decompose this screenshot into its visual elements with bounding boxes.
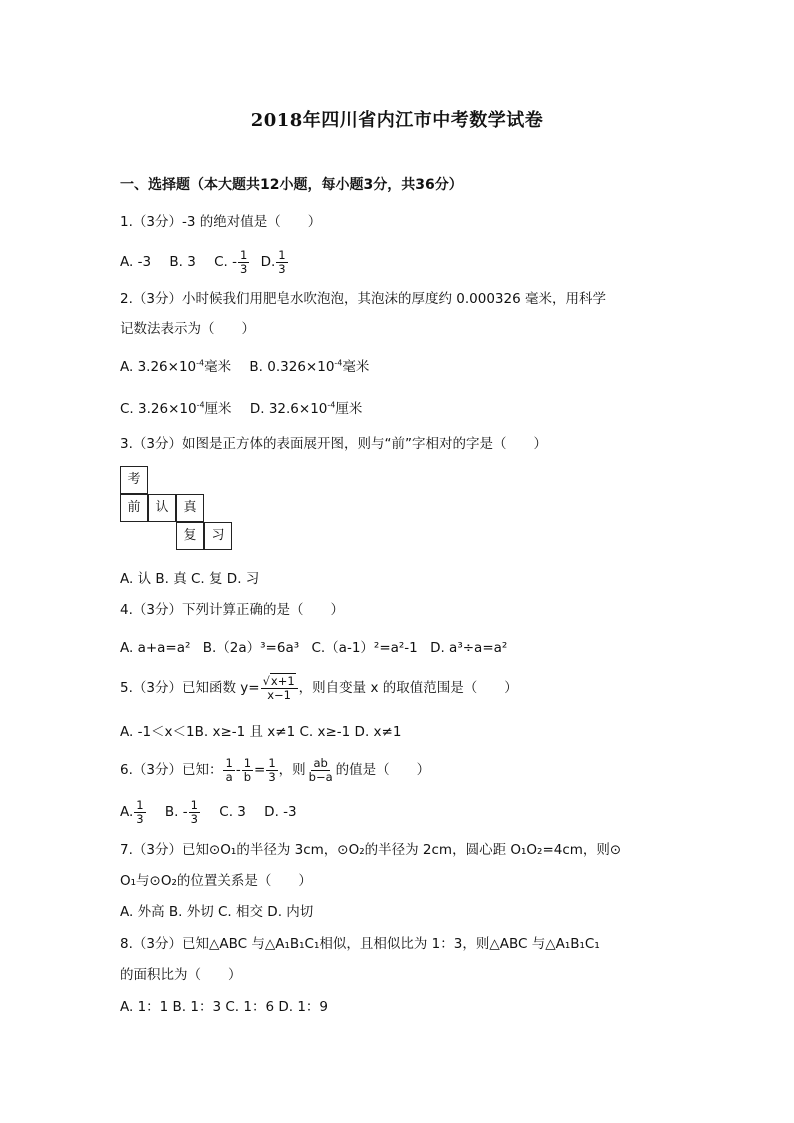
q2-option-c-exponent: -4 — [196, 400, 205, 410]
fraction-denominator: x−1 — [267, 687, 291, 702]
fraction-denominator: 3 — [190, 811, 198, 826]
fraction-denominator: 3 — [136, 811, 144, 826]
q7-stem-line1: 7.（3分）已知⊙O₁的半径为 3cm，⊙O₂的半径为 2cm，圆心距 O₁O₂=4cm，则⊙ — [120, 842, 622, 858]
q7-stem-line2: O₁与⊙O₂的位置关系是（ ） — [120, 873, 312, 889]
q6-fraction-1-over-b — [242, 757, 253, 784]
q2-option-a-unit: 毫米 — [204, 359, 232, 375]
q2-options-row1 — [120, 357, 383, 377]
fraction-numerator: 1 — [136, 797, 144, 812]
q6-option-a-fraction — [134, 799, 145, 826]
q2-options-row2 — [120, 399, 376, 419]
q6-option-c: C. 3 — [219, 804, 246, 820]
q2-option-b-exponent: -4 — [334, 358, 343, 368]
q1-option-d-fraction — [276, 249, 287, 276]
q6-fraction-1-over-3 — [266, 757, 277, 784]
q2-option-a-exponent: -4 — [196, 358, 205, 368]
q6-option-b-label: B. - — [164, 804, 188, 820]
q6-fraction-1-over-a — [223, 757, 234, 784]
q3-stem: 3.（3分）如图是正方体的表面展开图，则与“前”字相对的字是（ ） — [120, 436, 547, 452]
net-cell-ren: 认 — [148, 494, 176, 522]
fraction-numerator: 1 — [190, 797, 198, 812]
fraction-denominator: 3 — [239, 261, 248, 276]
q6-stem-middle: ，则 — [278, 762, 306, 778]
minus-sign: - — [235, 762, 241, 778]
q1-option-d-label: D. — [260, 254, 276, 270]
net-cell-xi: 习 — [204, 522, 232, 550]
q2-option-b — [249, 357, 369, 377]
q4-option-a: A. a+a=a² — [120, 640, 191, 656]
fraction-numerator: 1 — [243, 755, 252, 770]
q6-fraction-ab-over-b-minus-a — [307, 757, 335, 784]
q6-option-a-label: A. — [120, 804, 134, 820]
page-title: 2018年四川省内江市中考数学试卷 — [250, 110, 544, 131]
q2-option-c — [120, 399, 232, 419]
q4-option-d: D. a³÷a=a² — [430, 640, 508, 656]
section-heading: 一、选择题（本大题共12小题，每小题3分，共36分） — [120, 177, 463, 193]
q1-option-a: A. -3 — [120, 254, 152, 270]
fraction-denominator: 3 — [268, 769, 276, 784]
fraction-denominator: b−a — [308, 769, 333, 784]
q2-option-d-exponent: -4 — [327, 400, 336, 410]
cube-net-figure — [120, 466, 240, 556]
q2-option-a-base: A. 3.26×10 — [120, 359, 197, 375]
q5-stem-prefix: 5.（3分）已知函数 y= — [120, 680, 260, 696]
q2-option-d-unit: 厘米 — [335, 401, 363, 417]
q6-options — [120, 795, 311, 829]
q6-stem-prefix: 6.（3分）已知： — [120, 762, 223, 778]
q6-option-b — [165, 795, 201, 829]
q1-stem: 1.（3分）-3 的绝对值是（ ） — [120, 214, 322, 230]
q7-options: A. 外高 B. 外切 C. 相交 D. 内切 — [120, 904, 314, 920]
q2-option-b-base: B. 0.326×10 — [249, 359, 335, 375]
equals-sign: = — [254, 762, 266, 778]
radicand: x+1 — [270, 673, 295, 688]
fraction-denominator: b — [243, 769, 251, 784]
fraction-denominator: a — [225, 769, 233, 784]
q1-option-c — [214, 247, 250, 276]
fraction-numerator: √x+1 — [261, 675, 298, 689]
q1-option-b: B. 3 — [169, 254, 196, 270]
q5-stem — [120, 670, 518, 706]
fraction-numerator: 1 — [239, 247, 248, 262]
net-cell-zhen: 真 — [176, 494, 204, 522]
q8-stem-line1: 8.（3分）已知△ABC 与△A₁B₁C₁相似，且相似比为 1：3，则△ABC 与△A₁B₁C₁ — [120, 936, 600, 952]
fraction-numerator: 1 — [268, 755, 276, 770]
q2-option-c-unit: 厘米 — [204, 401, 232, 417]
q5-stem-suffix: ，则自变量 x 的取值范围是（ ） — [298, 680, 518, 696]
q5-function-fraction — [261, 675, 298, 702]
q1-option-c-fraction — [238, 249, 249, 276]
q2-stem-line1: 2.（3分）小时候我们用肥皂水吹泡泡，其泡沫的厚度约 0.000326 毫米，用科学 — [120, 291, 606, 307]
net-cell-qian: 前 — [120, 494, 148, 522]
q1-options — [120, 245, 289, 279]
q4-option-c: C.（a-1）²=a²-1 — [311, 640, 418, 656]
fraction-numerator: 1 — [225, 755, 233, 770]
q6-stem-suffix: 的值是（ ） — [335, 762, 431, 778]
q6-option-d: D. -3 — [264, 804, 297, 820]
q8-stem-line2: 的面积比为（ ） — [120, 967, 242, 983]
fraction-denominator: 3 — [278, 261, 286, 276]
q5-options: A. -1＜x＜1B. x≥-1 且 x≠1 C. x≥-1 D. x≠1 — [120, 724, 402, 740]
q8-options: A. 1：1 B. 1：3 C. 1：6 D. 1：9 — [120, 999, 328, 1015]
q6-stem — [120, 752, 430, 788]
q1-option-c-label: C. - — [214, 254, 237, 270]
q2-stem-line2: 记数法表示为（ ） — [120, 321, 255, 337]
q4-options — [120, 638, 521, 658]
q6-option-a — [120, 795, 147, 829]
q3-options: A. 认 B. 真 C. 复 D. 习 — [120, 571, 260, 587]
q4-option-b: B.（2a）³=6a³ — [202, 640, 300, 656]
q2-option-a — [120, 357, 231, 377]
q2-option-d — [250, 399, 363, 419]
q1-option-d — [260, 247, 289, 276]
fraction-numerator: ab — [313, 755, 328, 770]
q6-option-b-fraction — [189, 799, 200, 826]
fraction-numerator: 1 — [278, 247, 286, 262]
q4-stem: 4.（3分）下列计算正确的是（ ） — [120, 602, 344, 618]
q2-option-d-base: D. 32.6×10 — [249, 401, 328, 417]
net-cell-fu: 复 — [176, 522, 204, 550]
q2-option-c-base: C. 3.26×10 — [120, 401, 197, 417]
net-cell-kao: 考 — [120, 466, 148, 494]
q2-option-b-unit: 毫米 — [342, 359, 370, 375]
